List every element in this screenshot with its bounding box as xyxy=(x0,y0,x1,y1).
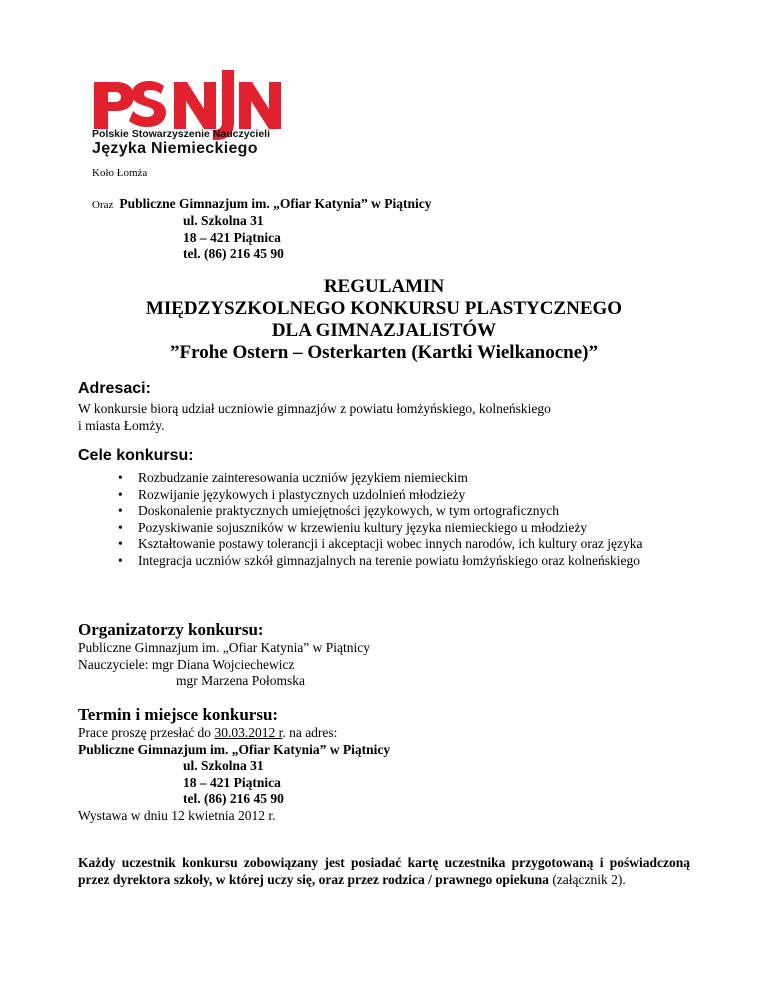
final-note-tail: (załącznik 2). xyxy=(548,872,626,887)
addressees-text xyxy=(78,401,551,434)
co-organizer-line xyxy=(92,196,431,214)
final-note-bold: Każdy uczestnik konkursu zobowiązany jest posiadać kartę uczestnika przygotowaną i poświadczoną przez dyrektora szkoły, w której uczy się, oraz przez rodzica / prawnego opiekuna xyxy=(78,855,690,887)
title-line-2: MIĘDZYSZKOLNEGO KONKURSU PLASTYCZNEGO xyxy=(145,298,623,319)
title-line-1: REGULAMIN xyxy=(323,276,445,297)
title-line-4: ”Frohe Ostern – Osterkarten (Kartki Wielkanocne)” xyxy=(170,342,598,363)
organizers-school: Publiczne Gimnazjum im. „Ofiar Katynia” w Piątnicy xyxy=(78,640,371,655)
logo-text-line2: Języka Niemieckiego xyxy=(92,140,258,157)
teachers-label: Nauczyciele: xyxy=(78,656,149,672)
goal-item: • Pozyskiwanie sojuszników w krzewieniu kultury języka niemieckiego u młodzieży xyxy=(118,519,588,535)
address-phone: tel. (86) 216 45 90 xyxy=(183,246,284,261)
exhibition-date: Wystawa w dniu 12 kwietnia 2012 r. xyxy=(78,807,276,823)
teacher-2: mgr Marzena Połomska xyxy=(176,673,305,688)
logo-text-line1: Polskie Stowarzyszenie Nauczycieli xyxy=(92,128,270,140)
schedule-heading: Termin i miejsce konkursu: xyxy=(78,705,279,724)
document-title xyxy=(0,276,768,364)
addressees-line-2: i miasta Łomży. xyxy=(78,417,165,433)
co-organizer-address xyxy=(183,213,284,263)
goal-item: • Kształtowanie postawy tolerancji i akceptacji wobec innych narodów, ich kultury oraz języka xyxy=(118,536,643,551)
goal-item: • Rozbudzanie zainteresowania uczniów językiem niemieckim xyxy=(118,470,468,485)
schedule-school: Publiczne Gimnazjum im. „Ofiar Katynia” w Piątnicy xyxy=(78,741,391,757)
organizers-text xyxy=(78,640,370,690)
address-street: ul. Szkolna 31 xyxy=(183,213,264,228)
teachers-line xyxy=(78,657,370,674)
goals-heading: Cele konkursu: xyxy=(78,447,194,464)
schedule-intro: Prace proszę przesłać do 30.03.2012 r. na adres: xyxy=(78,725,338,740)
addressees-line-1: W konkursie biorą udział uczniowie gimnazjów z powiatu łomżyńskiego, kolneńskiego xyxy=(78,401,551,416)
organizers-heading: Organizatorzy konkursu: xyxy=(78,620,264,639)
final-note xyxy=(78,854,690,888)
title-line-3: DLA GIMNAZJALISTÓW xyxy=(271,320,497,341)
deadline-date: 30.03.2012 r xyxy=(214,725,283,740)
schedule-phone: tel. (86) 216 45 90 xyxy=(183,791,284,806)
goal-item: • Doskonalenie praktycznych umiejętności językowych, w tym ortograficznych xyxy=(118,503,559,518)
schedule-street: ul. Szkolna 31 xyxy=(183,758,264,773)
schedule-city: 18 – 421 Piątnica xyxy=(183,774,281,790)
branch-label: Koło Łomża xyxy=(92,167,148,179)
co-organizer-name: Publiczne Gimnazjum im. „Ofiar Katynia” w Piątnicy xyxy=(119,196,432,211)
oraz-label: Oraz xyxy=(92,199,114,211)
goal-item: • Integracja uczniów szkół gimnazjalnych na terenie powiatu łomżyńskiego oraz kolneńskiego xyxy=(118,552,640,568)
goals-list xyxy=(78,470,688,569)
teacher-1: mgr Diana Wojciechewicz xyxy=(151,656,295,672)
goal-item: • Rozwijanie językowych i plastycznych uzdolnień młodzieży xyxy=(118,486,466,502)
schedule-text xyxy=(78,725,390,824)
address-city: 18 – 421 Piątnica xyxy=(183,229,281,245)
addressees-heading: Adresaci: xyxy=(78,380,151,397)
